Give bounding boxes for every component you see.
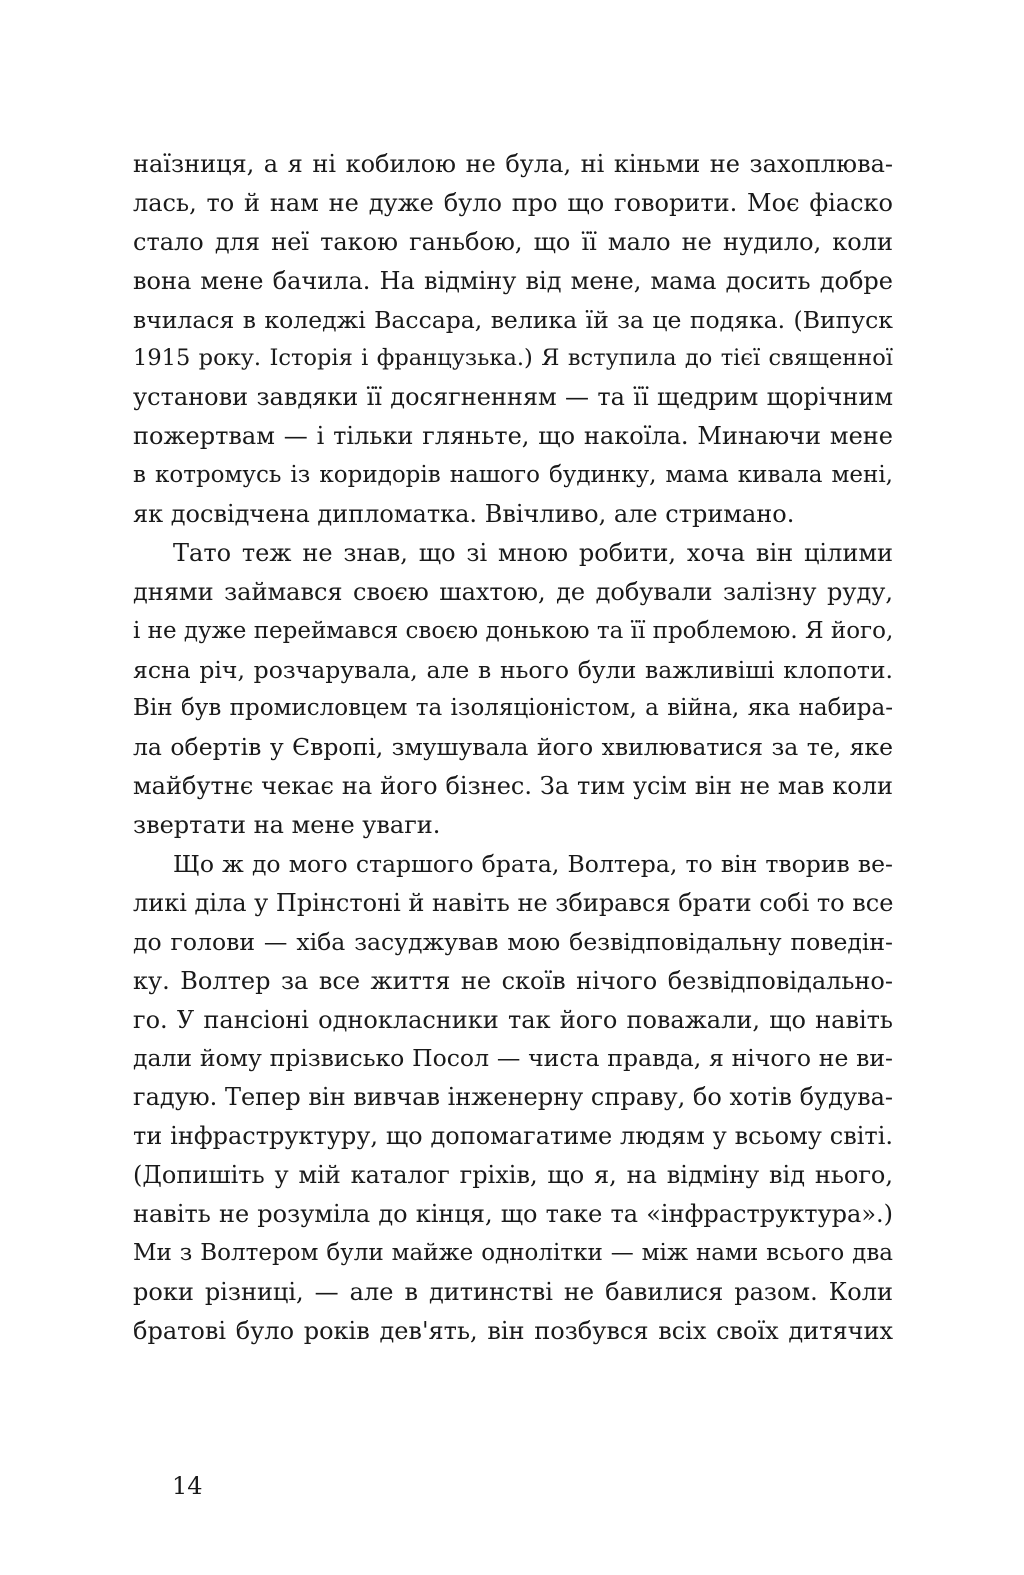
- text-line: і не дуже переймався своєю донькою та її проблемою. Я його,: [133, 617, 893, 644]
- text-line: 1915 року. Історія і французька.) Я вступила до тієї священної: [133, 345, 893, 372]
- text-line: ликі діла у Прінстоні й навіть не збирався брати собі то все: [133, 888, 893, 917]
- text-line: Він був промисловцем та ізоляціоністом, а війна, яка набира-: [133, 695, 893, 722]
- text-line: пожертвам — і тільки гляньте, що накоїла. Минаючи мене: [133, 422, 893, 451]
- text-line: стало для неї такою ганьбою, що її мало не нудило, коли: [133, 227, 893, 256]
- paragraph: [133, 845, 893, 1351]
- text-line: звертати на мене уваги.: [133, 811, 441, 840]
- text-line: вчилася в коледжі Вассара, велика їй за це подяка. (Випуск: [133, 305, 893, 334]
- text-line: ти інфраструктуру, що допомагатиме людям у всьому світі.: [133, 1122, 893, 1151]
- text-line: в котромусь із коридорів нашого будинку, мама кивала мені,: [133, 462, 893, 489]
- text-line: вона мене бачила. На відміну від мене, мама досить добре: [133, 266, 893, 295]
- text-line: як досвідчена дипломатка. Ввічливо, але стримано.: [133, 500, 795, 529]
- text-line: (Допишіть у мій каталог гріхів, що я, на відміну від нього,: [133, 1161, 893, 1190]
- text-line: Що ж до мого старшого брата, Волтера, то він творив ве-: [173, 850, 893, 879]
- text-line: ясна річ, розчарувала, але в нього були важливіші клопоти.: [133, 655, 893, 684]
- text-line: лась, то й нам не дуже було про що говорити. Моє фіаско: [133, 188, 893, 217]
- text-line: днями займався своєю шахтою, де добували залізну руду,: [133, 577, 893, 606]
- paragraph: [133, 145, 893, 534]
- text-line: навіть не розуміла до кінця, що таке та «інфраструктура».): [133, 1200, 893, 1229]
- text-line: го. У пансіоні однокласники так його поважали, що навіть: [133, 1005, 893, 1034]
- body-text: [133, 145, 893, 1351]
- text-line: гадую. Тепер він вивчав інженерну справу, бо хотів будува-: [133, 1083, 893, 1112]
- page-number: 14: [172, 1472, 203, 1500]
- text-line: Ми з Волтером були майже однолітки — між нами всього два: [133, 1239, 893, 1266]
- text-line: ку. Волтер за все життя не скоїв нічого безвідповідально-: [133, 966, 893, 995]
- text-line: наїзниця, а я ні кобилою не була, ні кіньми не захоплюва-: [133, 150, 893, 178]
- text-line: дали йому прізвисько Посол — чиста правда, я нічого не ви-: [133, 1044, 893, 1073]
- text-line: роки різниці, — але в дитинстві не бавилися разом. Коли: [133, 1277, 893, 1306]
- text-line: до голови — хіба засуджував мою безвідповідальну поведін-: [133, 927, 893, 956]
- text-line: братові було років дев'ять, він позбувся всіх своїх дитячих: [133, 1316, 893, 1345]
- paragraph: [133, 534, 893, 845]
- text-line: ла обертів у Європі, змушувала його хвилюватися за те, яке: [133, 733, 893, 762]
- text-line: Тато теж не знав, що зі мною робити, хоча він цілими: [173, 538, 893, 567]
- text-line: установи завдяки її досягненням — та її щедрим щорічним: [133, 383, 893, 412]
- text-line: майбутнє чекає на його бізнес. За тим усім він не мав коли: [133, 772, 893, 801]
